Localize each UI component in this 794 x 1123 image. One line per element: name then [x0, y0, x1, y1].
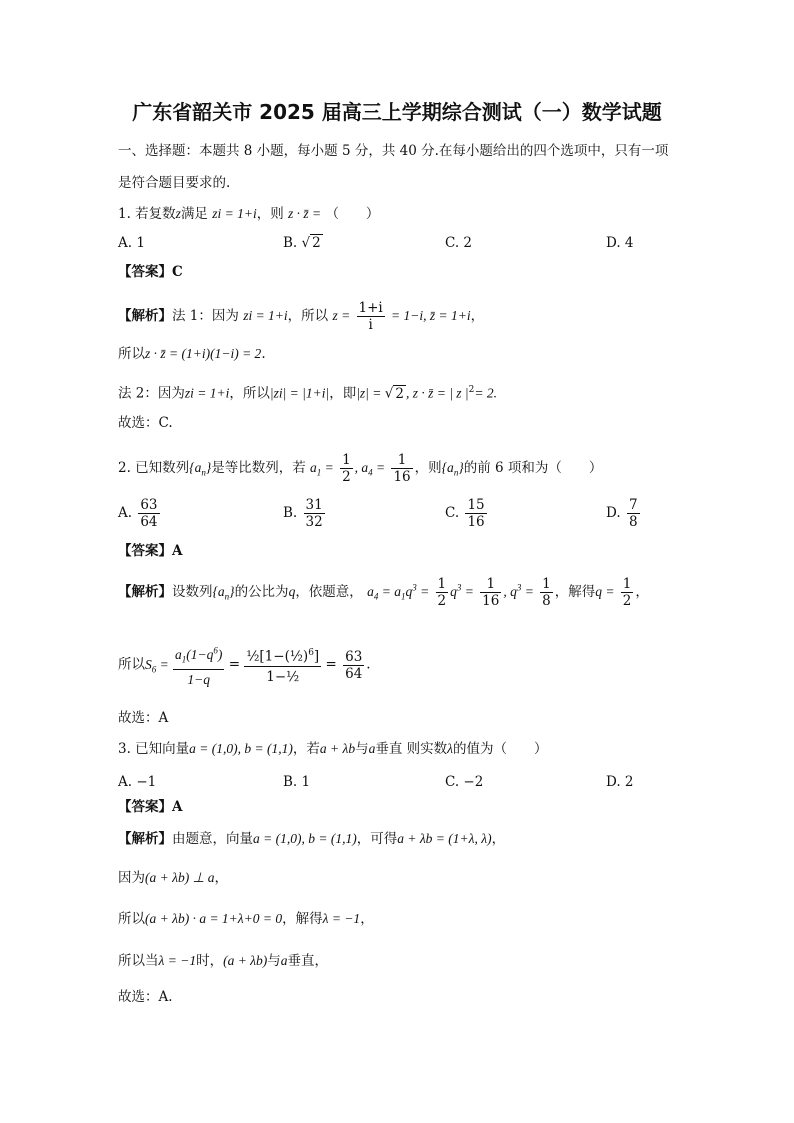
section-heading-line1: 一、选择题：本题共 8 小题，每小题 5 分，共 40 分.在每小题给出的四个选项中，只有一项 — [118, 143, 669, 159]
q2-option-b: B. $\frac{31}{32}$ — [283, 497, 323, 530]
q1-fraction: $\frac{1+i}{i}$ — [358, 300, 383, 333]
q1-solution-method2: 法 2：因为zi = 1+i，所以|zi| = |1+i|，即|z| = √ 2 , z · z̄ = | z $|^2= 2$. — [118, 385, 497, 402]
q1-option-d: D. 4 — [606, 235, 634, 251]
q1-choice: 故选：C. — [118, 415, 173, 431]
q1-option-c: C. 2 — [445, 235, 473, 251]
q3-option-c: C. −2 — [445, 774, 484, 790]
q1-solution-product: 所以z · z̄ = (1+i)(1−i) = 2. — [118, 346, 266, 362]
q3-stem: 3. 已知向量a = (1,0), b = (1,1)，若a + λb与a垂直 则实数λ的值为（ ） — [118, 741, 548, 757]
q2-solution-sum: 所以$S_6$ = $\frac{a_1(1-q^6)}{1-q}$ = $\frac{\frac{1}{2}[1-(\frac{1}{2})^6]}{\text{1−½}}$ = $\frac{63}{64}$ . — [118, 640, 371, 690]
section-heading-line2: 是符合题目要求的. — [118, 175, 231, 191]
q3-solution-line4: 所以当λ = −1时，(a + λb)与a垂直， — [118, 953, 329, 969]
q1-solution-method1: 【解析】法 1：因为 zi = 1+i，所以 z = $\frac{1+i}{i}$ = 1−i, z̄ = 1+i， — [118, 300, 485, 333]
q3-answer: 【答案】A — [118, 799, 183, 815]
q1-option-b: B. √ 2 — [283, 235, 321, 251]
q3-choice: 故选：A. — [118, 989, 173, 1005]
q3-option-b: B. 1 — [283, 774, 311, 790]
q2-option-c: C. $\frac{15}{16}$ — [445, 497, 485, 530]
q3-option-a: A. −1 — [118, 774, 157, 790]
q3-solution-line3: 所以(a + λb) · a = 1+λ+0 = 0，解得λ = −1， — [118, 911, 374, 927]
q2-option-d: D. $\frac{7}{8}$ — [606, 497, 638, 530]
q1-option-a: A. 1 — [118, 235, 145, 251]
q3-solution-line1: 【解析】由题意，向量a = (1,0), b = (1,1)，可得a + λb = (1+λ, λ)， — [118, 831, 506, 847]
q2-answer: 【答案】A — [118, 543, 183, 559]
q2-choice: 故选：A — [118, 710, 169, 726]
q2-stem: 2. 已知数列$\{a_n\}$是等比数列，若 $a_1$ = $\frac{1}{2}$ , $a_4$ = $\frac{1}{16}$ ，则$\{a_n\}$的前 6 项和为（ ） — [118, 452, 603, 485]
q3-solution-line2: 因为(a + λb) ⊥ a， — [118, 870, 228, 886]
q3-option-d: D. 2 — [606, 774, 634, 790]
page-title: 广东省韶关市 2025 届高三上学期综合测试（一）数学试题 — [132, 100, 662, 124]
q2-solution-ratio: 【解析】设数列$\{a_n\}$的公比为q，依题意， $a_4 = a_1q^3$ = $\frac{1}{2}$ $q^3$ = $\frac{1}{16}$ , $q^3$ = $\frac{1}{8}$ ，解得q = $\frac{1}{2}$ ， — [118, 576, 649, 609]
q1-stem: 1. 若复数z满足 zi = 1+i，则 z · z̄ = （ ） — [118, 206, 380, 222]
q2-option-a: A. $\frac{63}{64}$ — [118, 497, 158, 530]
q1-answer: 【答案】C — [118, 264, 183, 280]
